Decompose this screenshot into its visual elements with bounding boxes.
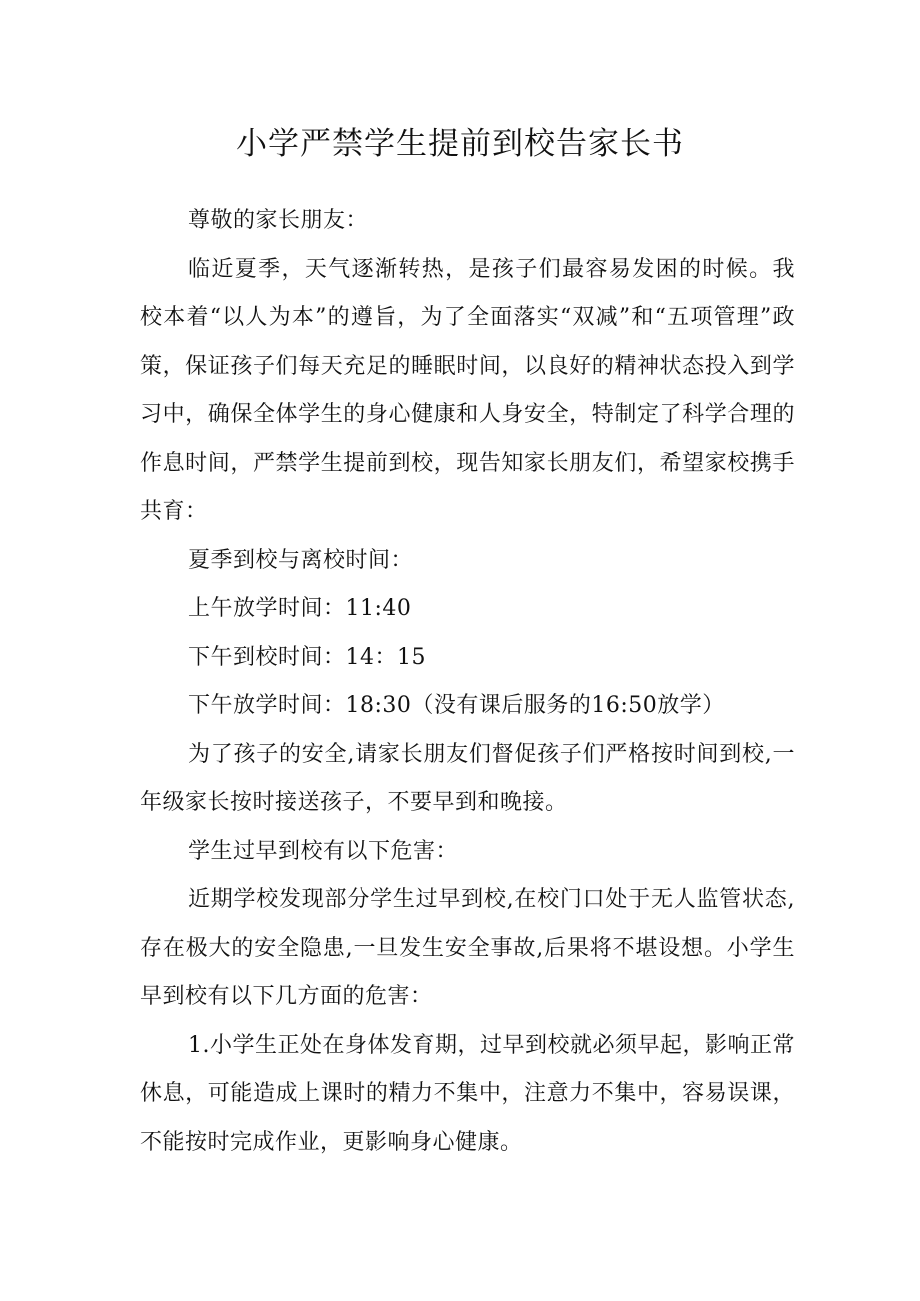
harms-intro-paragraph: 近期学校发现部分学生过早到校,在校门口处于无人监管状态,存在极大的安全隐患,一旦发生安全事故,后果将不堪设想。小学生早到校有以下几方面的危害：	[140, 887, 795, 1009]
document-body	[140, 197, 795, 1167]
intro-paragraph: 临近夏季，天气逐渐转热，是孩子们最容易发困的时候。我校本着“以人为本”的遵旨，为了全面落实“双减”和“五项管理”政策，保证孩子们每天充足的睡眠时间，以良好的精神状态投入到学习中，确保全体学生的身心健康和人身安全，特制定了科学合理的作息时间，严禁学生提前到校，现告知家长朋友们，希望家校携手共育：	[140, 256, 795, 524]
schedule-afternoon-arrival: 下午到校时间：14：15	[188, 644, 426, 670]
schedule-morning-dismissal: 上午放学时间：11:40	[188, 596, 412, 621]
harm-item-1: 1.小学生正处在身体发育期，过早到校就必须早起，影响正常休息，可能造成上课时的精力不集中，注意力不集中，容易误课，不能按时完成作业，更影响身心健康。	[140, 1032, 795, 1155]
harms-heading: 学生过早到校有以下危害：	[188, 838, 459, 864]
schedule-heading: 夏季到校与离校时间：	[188, 547, 414, 573]
schedule-afternoon-dismissal: 下午放学时间：18:30（没有课后服务的16:50放学）	[188, 693, 725, 718]
safety-paragraph: 为了孩子的安全,请家长朋友们督促孩子们严格按时间到校,一年级家长按时接送孩子，不要早到和晚接。	[140, 741, 795, 815]
salutation: 尊敬的家长朋友：	[188, 208, 369, 233]
document-title: 小学严禁学生提前到校告家长书	[236, 126, 684, 162]
